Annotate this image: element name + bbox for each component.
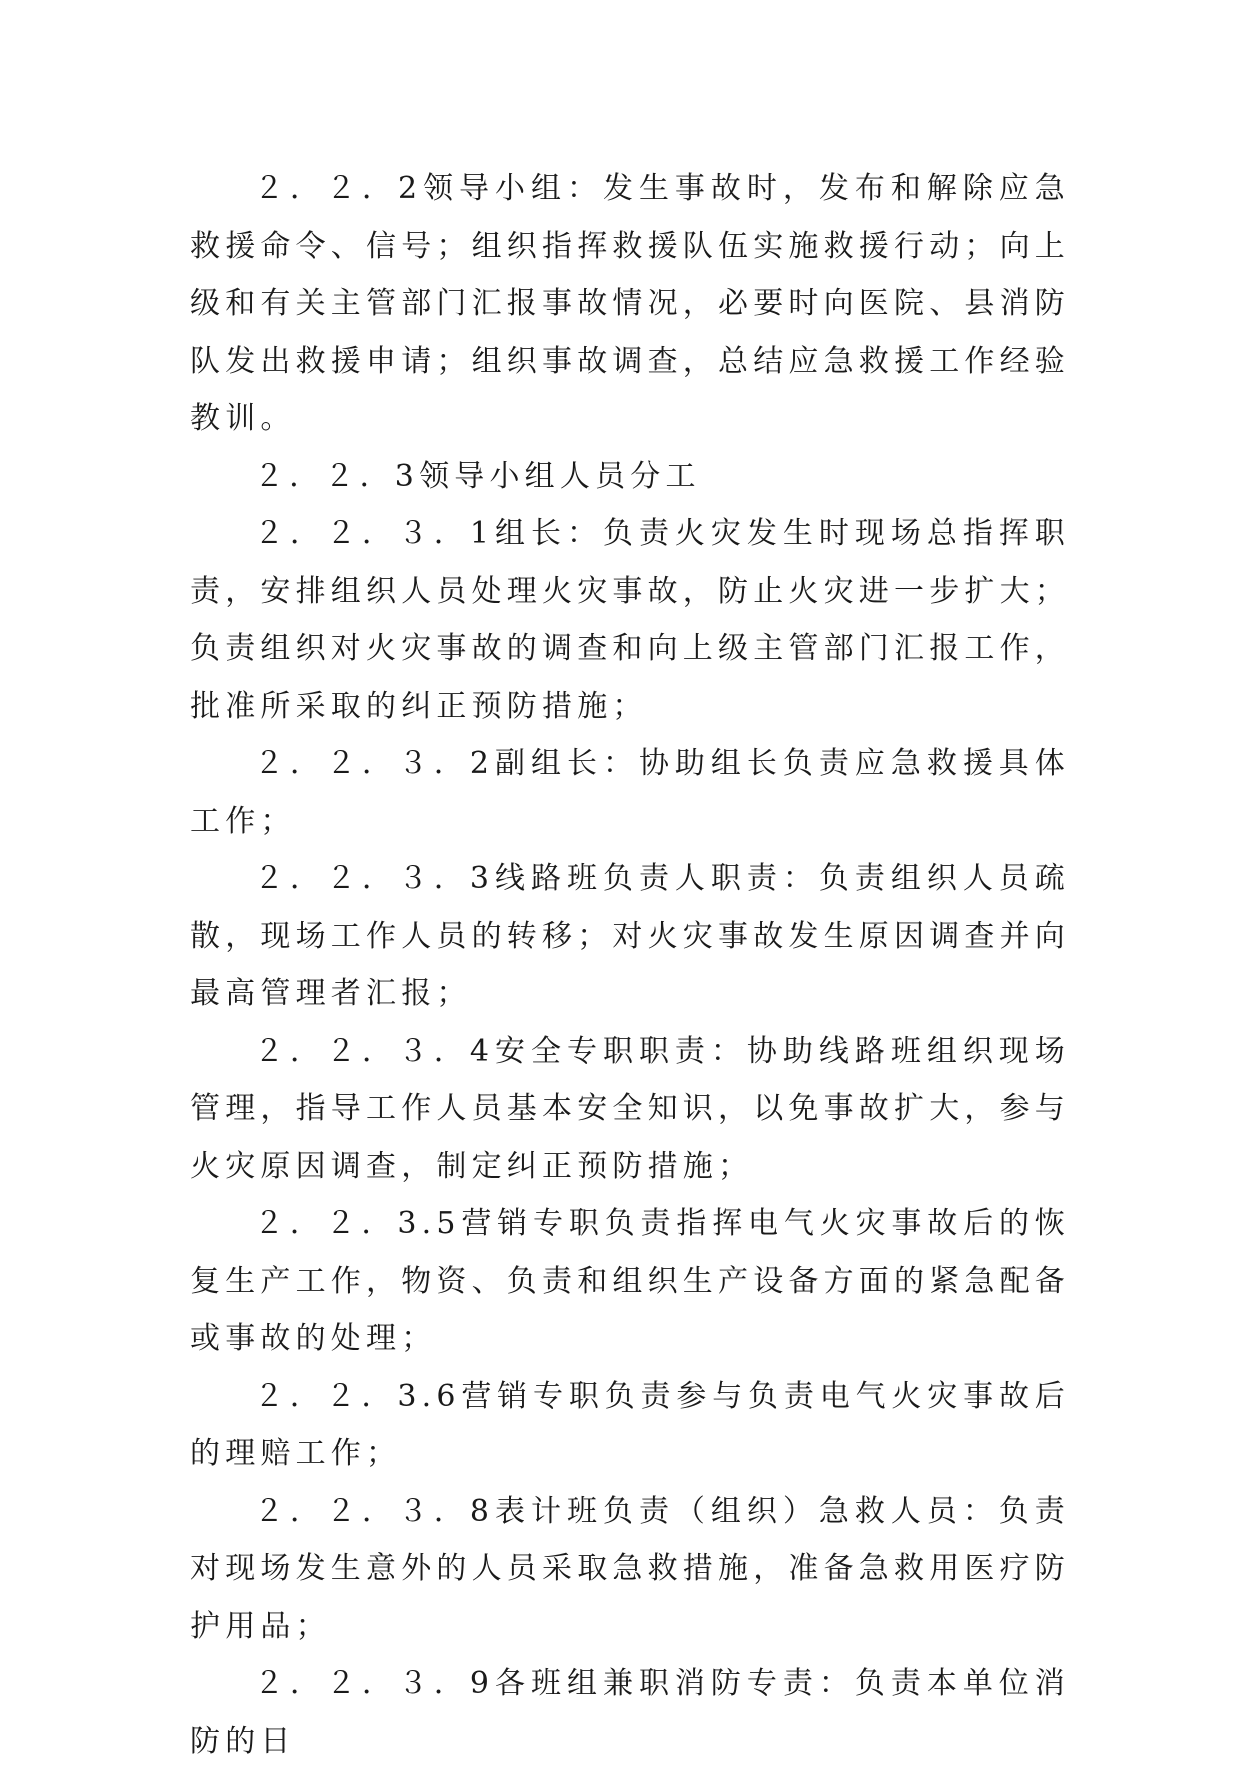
- paragraph-2-2-3-4: ２．２．３．4安全专职职责：协助线路班组织现场管理，指导工作人员基本安全知识，以免事故扩大，参与火灾原因调查，制定纠正预防措施；: [190, 1033, 1070, 1184]
- paragraph-2-2-3: ２．２．3领导小组人员分工: [254, 458, 701, 494]
- document-body: [190, 160, 1070, 1770]
- paragraph-2-2-3-9: ２．２．３．9各班组兼职消防专责：负责本单位消防的日: [190, 1666, 1070, 1759]
- paragraph-2-2-3-1: ２．２．３．1组长：负责火灾发生时现场总指挥职责，安排组织人员处理火灾事故，防止火灾进一步扩大；负责组织对火灾事故的调查和向上级主管部门汇报工作，批准所采取的纠正预防措施；: [190, 516, 1070, 724]
- paragraph-2-2-3-5: ２．２．3.5营销专职负责指挥电气火灾事故后的恢复生产工作，物资、负责和组织生产设备方面的紧急配备或事故的处理；: [190, 1206, 1070, 1356]
- paragraph-2-2-3-2: ２．２．３．2副组长：协助组长负责应急救援具体工作；: [190, 746, 1070, 839]
- paragraph-2-2-3-3: ２．２．３．3线路班负责人职责：负责组织人员疏散，现场工作人员的转移；对火灾事故发生原因调查并向最高管理者汇报；: [190, 861, 1070, 1011]
- paragraph-2-2-2: ２．２．2领导小组：发生事故时，发布和解除应急救援命令、信号；组织指挥救援队伍实施救援行动；向上级和有关主管部门汇报事故情况，必要时向医院、县消防队发出救援申请；组织事故调查，总结应急救援工作经验教训。: [190, 171, 1070, 436]
- paragraph-2-2-3-8: ２．２．３．8表计班负责（组织）急救人员：负责对现场发生意外的人员采取急救措施，准备急救用医疗防护用品；: [190, 1493, 1070, 1644]
- paragraph-2-2-3-6: ２．２．3.6营销专职负责参与负责电气火灾事故后的理赔工作；: [190, 1378, 1070, 1471]
